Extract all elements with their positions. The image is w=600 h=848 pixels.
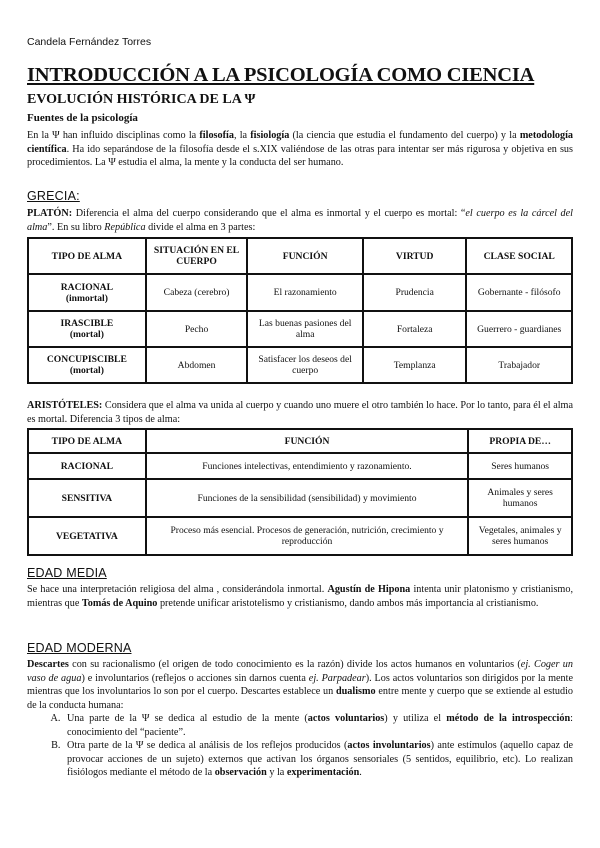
table-cell: Las buenas pasiones del alma (247, 311, 363, 347)
table-cell: Prudencia (363, 274, 467, 311)
table-cell: Gobernante - filósofo (466, 274, 572, 311)
page-title: INTRODUCCIÓN A LA PSICOLOGÍA COMO CIENCIA (27, 64, 535, 86)
heading-grecia: GRECIA: (27, 189, 80, 203)
row-label: RACIONAL (inmortal) (28, 274, 146, 311)
table-cell: Fortaleza (363, 311, 467, 347)
table-cell: El razonamiento (247, 274, 363, 311)
table-row (28, 517, 572, 555)
table-cell: Proceso más esencial. Procesos de generación, nutrición, crecimiento y reproducción (146, 517, 469, 555)
table-cell: Funciones de la sensibilidad (sensibilidad) y movimiento (146, 479, 469, 517)
table-cell: Animales y seres humanos (468, 479, 572, 517)
heading-edad-moderna: EDAD MODERNA (27, 641, 132, 655)
header-cell: VIRTUD (363, 238, 467, 274)
table-cell: Seres humanos (468, 453, 572, 479)
table-cell: Trabajador (466, 347, 572, 383)
aristotle-paragraph: ARISTÓTELES: Considera que el alma va unida al cuerpo y cuando uno muere el otro también lo hace. Por lo tanto, para él el alma es mortal. Diferencia 3 tipos de alma: (27, 400, 573, 425)
aristotle-table (27, 428, 573, 556)
table-cell: Pecho (146, 311, 248, 347)
heading-edad-media: EDAD MEDIA (27, 566, 107, 580)
dualism-list (27, 712, 573, 780)
header-cell: PROPIA DE… (468, 429, 572, 453)
list-item: B. Otra parte de la Ψ se dedica al análisis de los reflejos producidos (actos involuntarios) ante estímulos (aquello capaz de provocar acciones de un sujeto) externos que activan los órganos sensoriales (5 sentidos, equilibrio, etc). Lo realizan fisiólogos mediante el método de la observación y la experimentación. (63, 739, 573, 780)
author-name: Candela Fernández Torres (27, 36, 152, 48)
row-label: CONCUPISCIBLE (mortal) (28, 347, 146, 383)
row-label: RACIONAL (28, 453, 146, 479)
table-cell: Abdomen (146, 347, 248, 383)
table-cell: Funciones intelectivas, entendimiento y razonamiento. (146, 453, 469, 479)
intro-paragraph: En la Ψ han influido disciplinas como la filosofía, la fisiología (la ciencia que estudia el fundamento del cuerpo) y la metodología científica. Ha ido separándose de la filosofía desde el s.XIX valiéndose de las otras para intentar ser más rigurosa y objetiva en sus procedimientos. La Ψ estudia el alma, la mente y la conducta del ser humano. (27, 130, 574, 168)
row-label: SENSITIVA (28, 479, 146, 517)
plato-paragraph: PLATÓN: Diferencia el alma del cuerpo considerando que el alma es inmortal y el cuerpo es mortal: “el cuerpo es la cárcel del alma”. En su libro República divide el alma en 3 partes: (27, 208, 573, 233)
list-item: A. Una parte de la Ψ se dedica al estudio de la mente (actos voluntarios) y utiliza el método de la introspección: conocimiento del “paciente”. (63, 712, 573, 739)
table-row (28, 453, 572, 479)
section-subtitle: EVOLUCIÓN HISTÓRICA DE LA Ψ (27, 92, 256, 107)
plato-table (27, 237, 573, 384)
modern-age-paragraph: Descartes con su racionalismo (el origen de todo conocimiento es la razón) divide los actos humanos en voluntarios (ej. Coger un vaso de agua) e involuntarios (reflejos o acciones sin darnos cuenta ej. Parpadear). Los actos voluntarios son dirigidos por la mente mientras que los involuntarios lo son por el cuerpo. Descartes establece un dualismo entre mente y cuerpo que se extiende al estudio de la conducta humana: A. Una parte de la Ψ se dedica al estudio de la mente (actos voluntarios) y utiliza el método de la introspección: conocimiento del “paciente”. B. Otra parte de la Ψ se dedica al análisis de los reflejos producidos (actos involuntarios) ante estímulos (aquello capaz de provocar acciones de un sujeto) externos que activan los órganos sensoriales (5 sentidos, equilibrio, etc). Lo realizan fisiólogos mediante el método de la observación y la experimentación. (27, 658, 573, 780)
table-cell: Guerrero - guardianes (466, 311, 572, 347)
header-cell: TIPO DE ALMA (28, 429, 146, 453)
row-label: IRASCIBLE (mortal) (28, 311, 146, 347)
table-cell: Satisfacer los deseos del cuerpo (247, 347, 363, 383)
table-cell: Cabeza (cerebro) (146, 274, 248, 311)
header-cell: FUNCIÓN (146, 429, 469, 453)
table-header-row (28, 429, 572, 453)
middle-ages-paragraph: Se hace una interpretación religiosa del alma , considerándola inmortal. Agustín de Hipona intenta unir platonismo y cristianismo, mientras que Tomás de Aquino pretende unificar aristotelismo y cristianismo, dando ambos más importancia al cristianismo. (27, 584, 573, 609)
header-cell: SITUACIÓN EN EL CUERPO (146, 238, 248, 274)
table-row (28, 347, 572, 383)
header-cell: TIPO DE ALMA (28, 238, 146, 274)
header-cell: CLASE SOCIAL (466, 238, 572, 274)
table-cell: Vegetales, animales y seres humanos (468, 517, 572, 555)
table-row (28, 274, 572, 311)
table-cell: Templanza (363, 347, 467, 383)
table-row (28, 479, 572, 517)
header-cell: FUNCIÓN (247, 238, 363, 274)
sources-heading: Fuentes de la psicología (27, 112, 138, 124)
table-header-row (28, 238, 572, 274)
row-label: VEGETATIVA (28, 517, 146, 555)
table-row (28, 311, 572, 347)
